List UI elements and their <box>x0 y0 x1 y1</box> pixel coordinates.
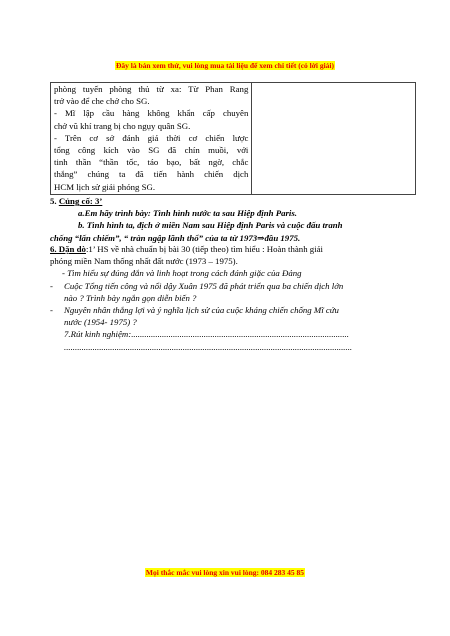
dan-do-heading: 6. Dặn dò <box>50 244 86 254</box>
table-line: - Mĩ lập cầu hàng không khẩn cấp chuyên <box>54 108 249 119</box>
rut-kinh-nghiem-dots: ................................................................................................... <box>131 329 349 340</box>
cung-co-item-a: a.Em hãy trình bày: Tình hình nước ta sau Hiệp định Paris. <box>78 208 297 219</box>
table-row <box>51 83 416 195</box>
table-line: thắng” chúng ta đã tiến hành chiến dịch <box>54 169 249 180</box>
preview-notice-text: Đây là bản xem thử, vui lòng mua tài liệu để xem chi tiết (có lời giải) <box>115 61 335 70</box>
table-line: HCM lịch sử giải phóng SG. <box>54 181 156 192</box>
cung-co-number: 5. <box>50 196 57 206</box>
dan-do-line2: phóng miền Nam thống nhất đất nước (1973 – 1975). <box>50 256 238 267</box>
table-line: tinh thần “thần tốc, táo bạo, bất ngờ, chắc <box>54 157 249 168</box>
dan-do-item3-line1: Nguyên nhân thắng lợi và ý nghĩa lịch sử của cuộc kháng chiến chống Mĩ cứu <box>64 305 339 316</box>
table-line: chở vũ khí trang bị cho ngụy quân SG. <box>54 120 191 131</box>
contact-banner <box>0 562 450 580</box>
cung-co-section <box>50 195 418 244</box>
list-dash: - <box>50 280 53 291</box>
list-dash: - <box>50 305 53 316</box>
list-item-text <box>64 304 418 328</box>
rut-kinh-nghiem <box>50 328 418 340</box>
table-line: trở vào để che chở cho SG. <box>54 96 150 107</box>
list-item <box>50 304 418 328</box>
cung-co-item-b-line1: b. Tình hình ta, địch ở miền Nam sau Hiệp định Paris và cuộc đấu tranh <box>78 220 343 231</box>
dan-do-item3-line2: nước (1954- 1975) ? <box>64 317 137 328</box>
content-table <box>50 82 416 195</box>
cung-co-item-b-line2: chống “lấn chiếm”, “ tràn ngập lãnh thổ” của ta từ 1973⇒đầu 1975. <box>50 232 301 243</box>
cung-co-title: Củng cố: 3’ <box>58 196 103 206</box>
table-line: phòng tuyến phòng thủ từ xa: Từ Phan Rang <box>54 84 249 94</box>
table-line: - Trên cơ sở đánh giá thời cơ chiến lược <box>54 132 249 143</box>
dan-do-section <box>50 243 418 353</box>
preview-banner <box>0 55 450 73</box>
list-item-text <box>64 280 418 304</box>
dan-do-item2-line1: Cuộc Tổng tiến công và nổi dậy Xuân 1975 đã phát triển qua ba chiến dịch lớn <box>64 280 344 291</box>
table-line: tổng công kích vào SG đã chín muồi, với <box>54 145 249 156</box>
table-right-cell <box>252 83 416 195</box>
cung-co-heading <box>50 195 418 207</box>
dan-do-line1 <box>50 243 418 255</box>
contact-notice-text: Mọi thắc mắc vui lòng xin vui lòng: 084 283 45 85 <box>145 568 305 577</box>
list-item <box>50 280 418 304</box>
rut-kinh-nghiem-dots-line: ................................................................................................................................... <box>64 341 353 352</box>
rut-kinh-nghiem-label: 7.Rút kinh nghiệm: <box>64 329 132 340</box>
table-left-cell <box>51 83 252 195</box>
dan-do-text: :1’ HS về nhà chuẩn bị bài 30 (tiếp theo) tìm hiểu : Hoàn thành giải <box>85 244 323 254</box>
dan-do-subitem: - Tìm hiểu sự đúng đắn và linh hoạt trong cách đánh giặc của Đảng <box>62 268 302 279</box>
dan-do-item2-line2: nào ? Trình bày ngắn gọn diễn biến ? <box>64 292 197 303</box>
